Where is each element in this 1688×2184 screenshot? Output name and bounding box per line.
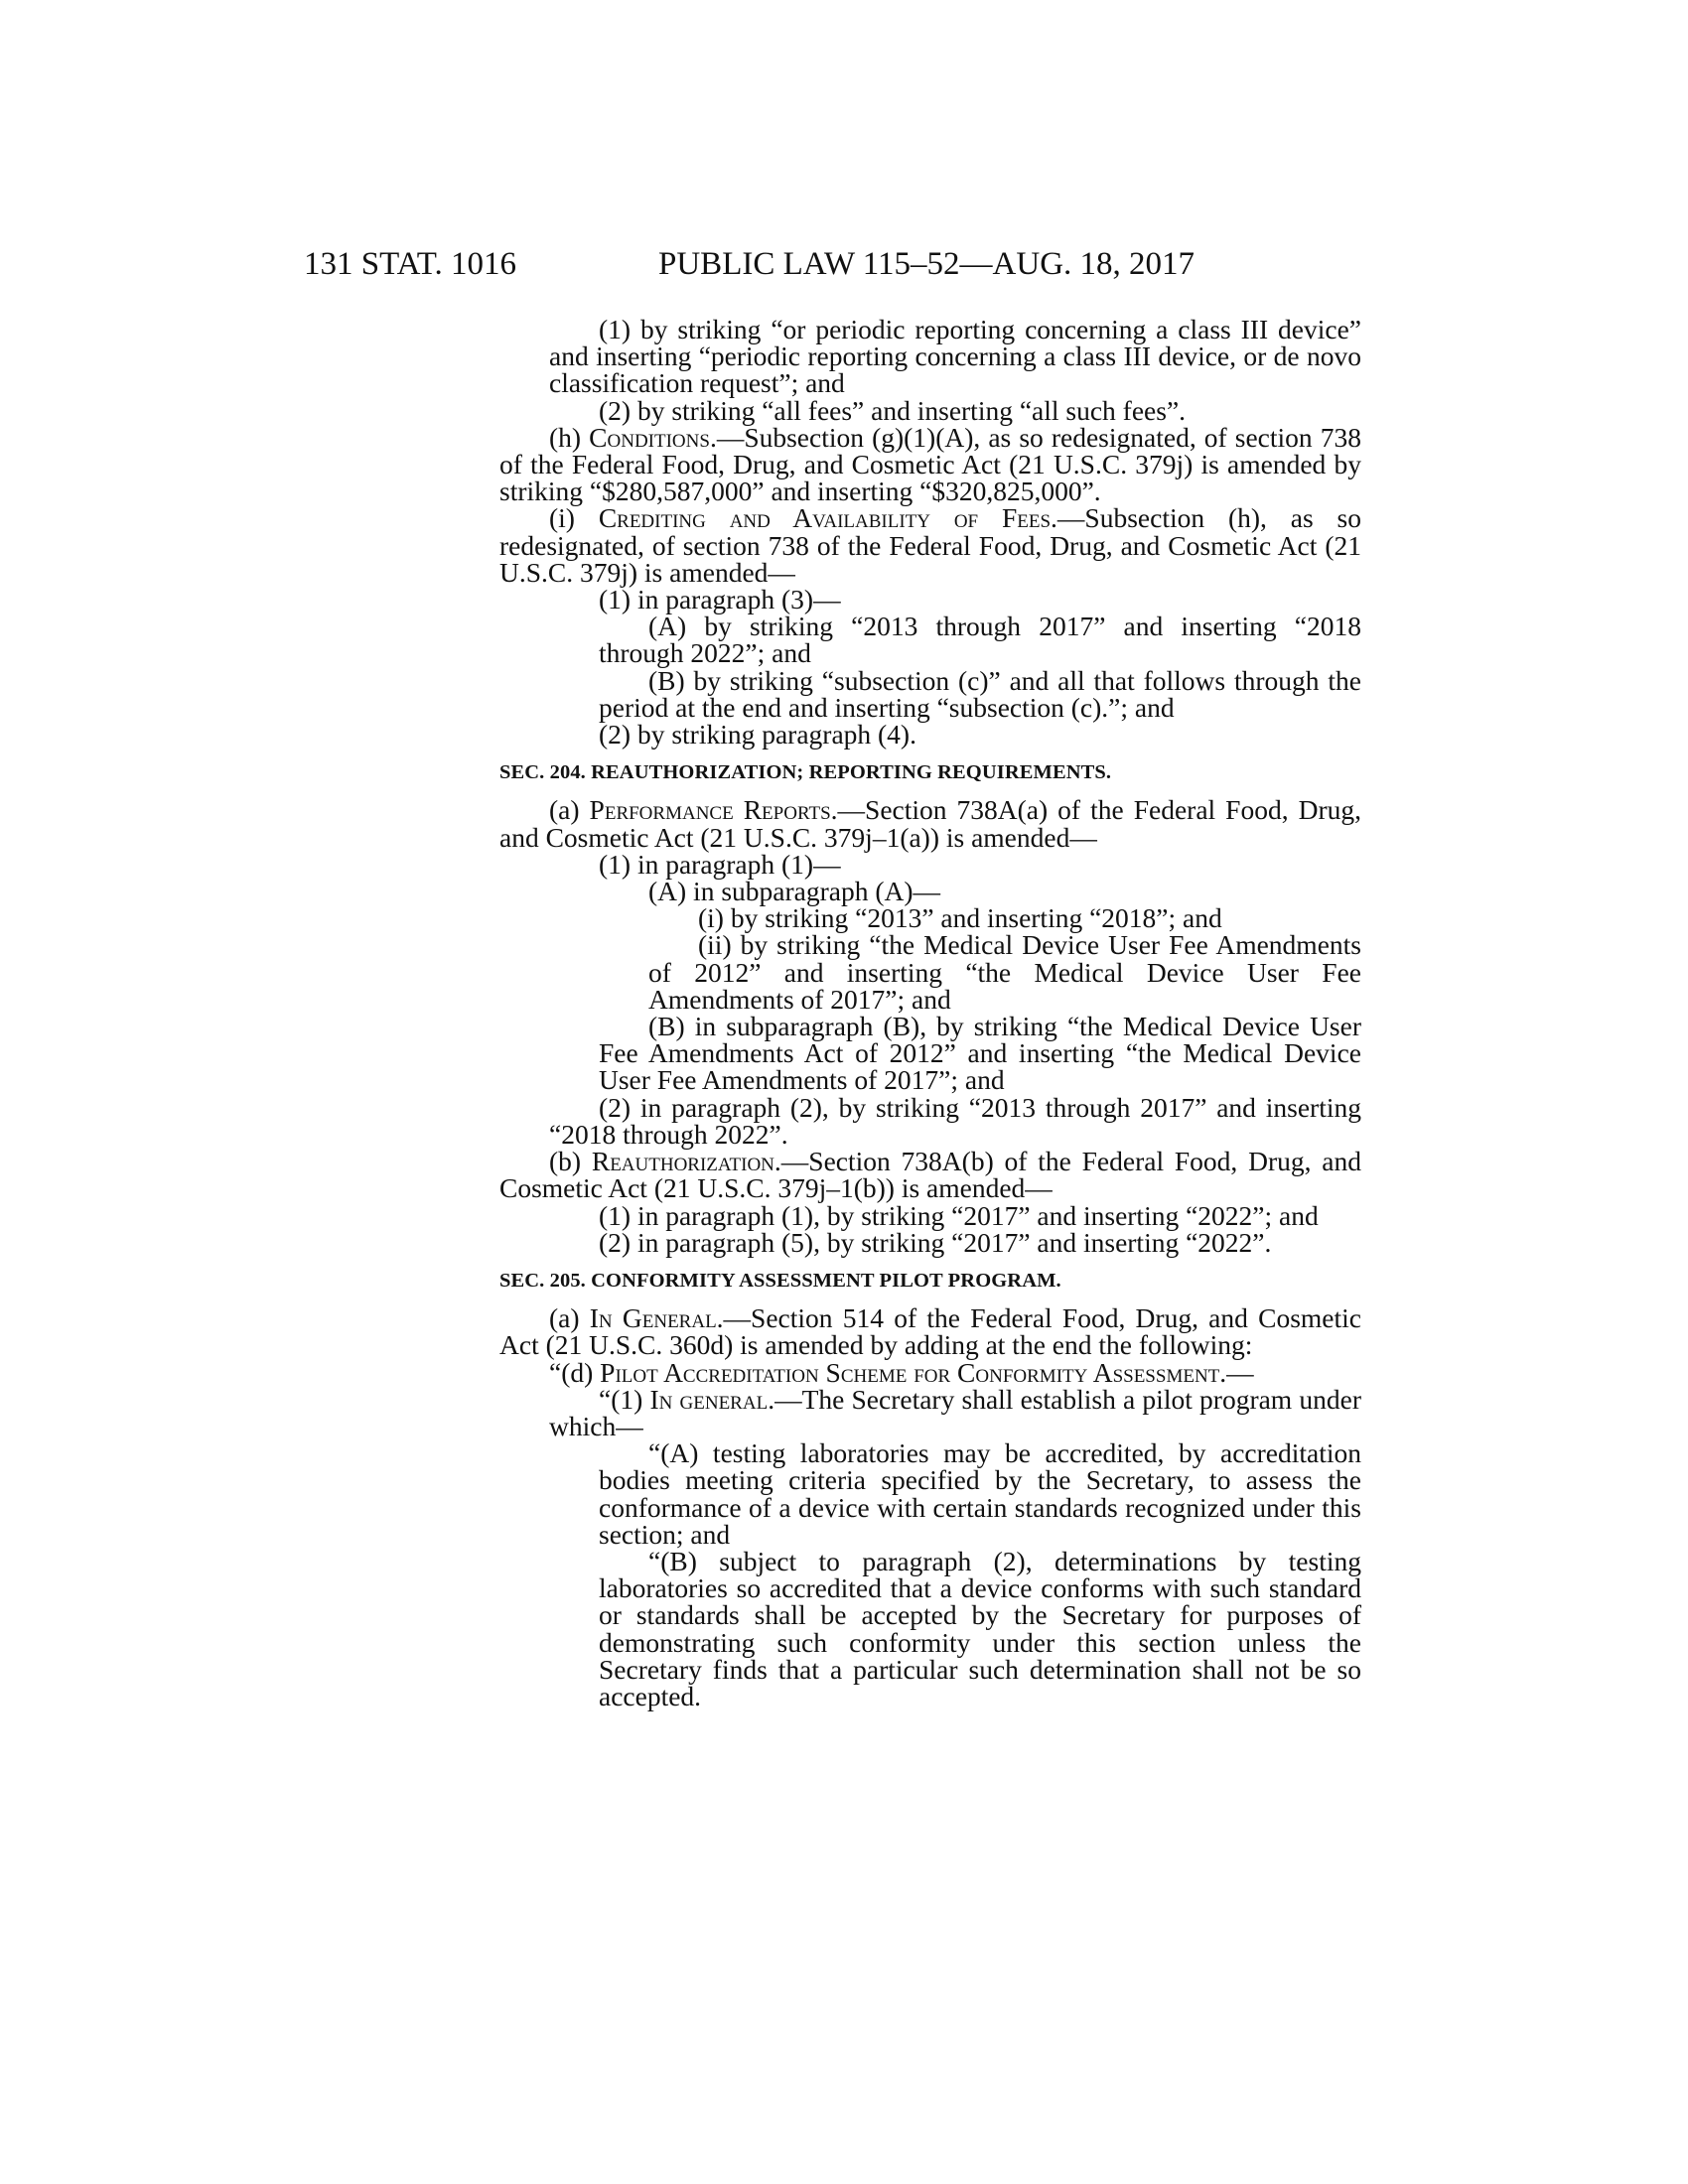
subparagraph-a-years: (A) by striking “2013 through 2017” and inserting “2018 through 2022”; and bbox=[599, 611, 1361, 669]
document-body bbox=[499, 316, 1361, 1709]
clause-i-2013: (i) by striking “2013” and inserting “2018”; and bbox=[698, 902, 1222, 934]
subparagraph-b-amendments-act: (B) in subparagraph (B), by striking “the Medical Device User Fee Amendments Act of 2012” and inserting “the Medical Device User Fee Amendments of 2017”; and bbox=[599, 1011, 1361, 1096]
subparagraph-b-determinations: “(B) subject to paragraph (2), determinations by testing laboratories so accredited that a device conforms with such standard or standards shall be accepted by the Secretary for purposes of demonstrating such conformity under this section unless the Secretary finds that a particular such determination shall not be so accepted. bbox=[599, 1545, 1361, 1711]
paragraph-1-periodic-reporting: (1) by striking “or periodic reporting concerning a class III device” and inserting “periodic reporting concerning a class III device, or de novo classification request”; and bbox=[549, 314, 1361, 399]
paragraph-1-in-general: “(1) In general.—The Secretary shall establish a pilot program under which— bbox=[549, 1383, 1361, 1441]
subparagraph-a-testing-laboratories: “(A) testing laboratories may be accredited, by accreditation bodies meeting criteria specified by the Secretary, to assess the conformance of a device with certain standards recognized under this section; and bbox=[599, 1437, 1361, 1550]
public-law-title: PUBLIC LAW 115–52—AUG. 18, 2017 bbox=[658, 246, 1196, 282]
subsection-heading: Performance Reports bbox=[589, 794, 831, 826]
section-205-heading: SEC. 205. CONFORMITY ASSESSMENT PILOT PROGRAM. bbox=[499, 1269, 1061, 1292]
paragraph-2-years: (2) in paragraph (2), by striking “2013 through 2017” and inserting “2018 through 2022”. bbox=[549, 1091, 1361, 1150]
paragraph-1-2022: (1) in paragraph (1), by striking “2017” and inserting “2022”; and bbox=[599, 1199, 1319, 1231]
subsection-heading: Conditions bbox=[589, 421, 710, 453]
stat-page-number: 131 STAT. 1016 bbox=[304, 246, 517, 282]
paragraph-1-in-paragraph-1: (1) in paragraph (1)— bbox=[599, 848, 841, 880]
subsection-heading: Reauthorization bbox=[591, 1146, 774, 1177]
subparagraph-b-subsection-c: (B) by striking “subsection (c)” and all that follows through the period at the end and inserting “subsection (c).”; and bbox=[599, 664, 1361, 723]
paragraph-heading: In general bbox=[649, 1383, 769, 1415]
clause-ii-amendments: (ii) by striking “the Medical Device User Fee Amendments of 2012” and inserting “the Medical Device User Fee Amendments of 2017”; and bbox=[648, 929, 1361, 1015]
subsection-a-in-general: (a) In General.—Section 514 of the Federal Food, Drug, and Cosmetic Act (21 U.S.C. 360d) is amended by adding at the end the following: bbox=[499, 1302, 1361, 1361]
subsection-heading: In General bbox=[589, 1302, 717, 1334]
paragraph-1-in-paragraph-3: (1) in paragraph (3)— bbox=[599, 584, 841, 615]
subparagraph-a-in-subparagraph-a: (A) in subparagraph (A)— bbox=[648, 876, 941, 907]
paragraph-2-all-fees: (2) by striking “all fees” and inserting “all such fees”. bbox=[599, 394, 1187, 426]
paragraph-2-2022: (2) in paragraph (5), by striking “2017” and inserting “2022”. bbox=[599, 1226, 1272, 1258]
subsection-d-pilot-accreditation: “(d) Pilot Accreditation Scheme for Conformity Assessment.— bbox=[549, 1356, 1254, 1388]
page-header bbox=[0, 246, 1688, 286]
subsection-heading: Pilot Accreditation Scheme for Conformity Assessment bbox=[600, 1356, 1220, 1388]
subsection-a-performance-reports: (a) Performance Reports.—Section 738A(a) of the Federal Food, Drug, and Cosmetic Act (21 U.S.C. 379j–1(a)) is amended— bbox=[499, 794, 1361, 853]
paragraph-2-strike-paragraph-4: (2) by striking paragraph (4). bbox=[599, 719, 916, 751]
subsection-i-crediting: (i) Crediting and Availability of Fees.—Subsection (h), as so redesignated, of section 738 of the Federal Food, Drug, and Cosmetic Act (21 U.S.C. 379j) is amended— bbox=[499, 502, 1361, 588]
subsection-b-reauthorization: (b) Reauthorization.—Section 738A(b) of the Federal Food, Drug, and Cosmetic Act (21 U.S.C. 379j–1(b)) is amended— bbox=[499, 1146, 1361, 1204]
section-204-heading: SEC. 204. REAUTHORIZATION; REPORTING REQUIREMENTS. bbox=[499, 761, 1112, 784]
subsection-heading: Crediting and Availability of Fees bbox=[598, 502, 1052, 534]
subsection-h-conditions: (h) Conditions.—Subsection (g)(1)(A), as so redesignated, of section 738 of the Federal Food, Drug, and Cosmetic Act (21 U.S.C. 379j) is amended by striking “$280,587,000” and inserting “$320,825,000”. bbox=[499, 421, 1361, 507]
